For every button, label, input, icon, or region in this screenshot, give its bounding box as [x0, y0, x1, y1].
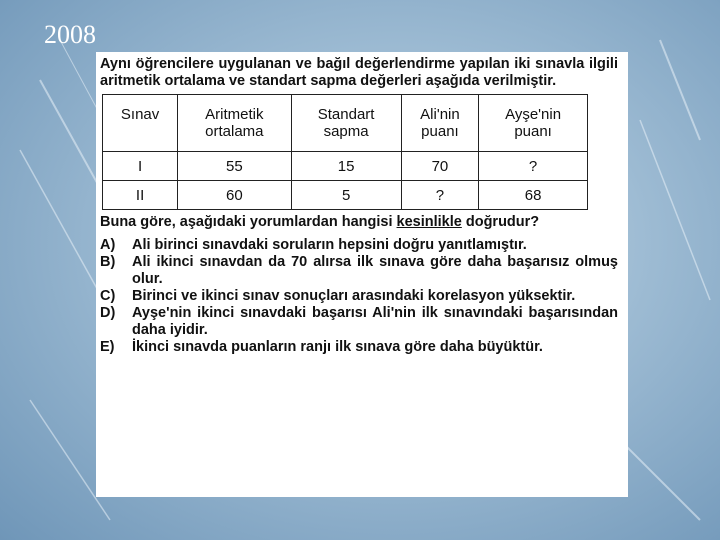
- option-letter: B): [100, 254, 116, 270]
- option-letter: C): [100, 288, 116, 304]
- table-row: [103, 152, 588, 181]
- answer-option-d[interactable]: [100, 305, 618, 339]
- table-cell: 55: [178, 152, 291, 181]
- question-prompt: [100, 214, 618, 231]
- table-cell: 70: [401, 152, 478, 181]
- table-row: [103, 181, 588, 210]
- option-letter: E): [100, 339, 115, 355]
- question-intro: Aynı öğrencilere uygulanan ve bağıl değerlendirme yapılan iki sınavla ilgili aritmetik ortalama ve standart sapma değerleri aşağıda verilmiştir.: [100, 56, 618, 89]
- table-cell: II: [103, 181, 178, 210]
- table-header-cell: [103, 123, 178, 152]
- table-cell: ?: [479, 152, 588, 181]
- table-cell: 5: [291, 181, 401, 210]
- question-card: [96, 52, 628, 497]
- question-text: Buna göre, aşağıdaki yorumlardan hangisi: [100, 214, 397, 230]
- table-header-cell: Sınav: [103, 95, 178, 124]
- table-header-cell: Standart: [291, 95, 401, 124]
- table-header-row: [103, 95, 588, 124]
- option-letter: A): [100, 237, 116, 253]
- table-header-cell: Aritmetik: [178, 95, 291, 124]
- table-header-cell: Ali'nin: [401, 95, 478, 124]
- table-cell: 68: [479, 181, 588, 210]
- table-header-cell: sapma: [291, 123, 401, 152]
- option-text: Birinci ve ikinci sınav sonuçları arasındaki korelasyon yüksektir.: [132, 288, 576, 304]
- table-cell: 60: [178, 181, 291, 210]
- table-cell: I: [103, 152, 178, 181]
- table-cell: 15: [291, 152, 401, 181]
- table-header-row: [103, 123, 588, 152]
- answer-option-e[interactable]: [100, 339, 618, 356]
- option-text: İkinci sınavda puanların ranjı ilk sınava göre daha büyüktür.: [132, 339, 543, 355]
- table-cell: ?: [401, 181, 478, 210]
- table-header-cell: puanı: [479, 123, 588, 152]
- question-emphasis: kesinlikle: [396, 214, 462, 230]
- question-text-end: doğrudur?: [461, 214, 540, 230]
- option-text: Ali ikinci sınavdan da 70 alırsa ilk sınava göre daha başarısız olmuş olur.: [132, 254, 618, 287]
- option-text: Ayşe'nin ikinci sınavdaki başarısı Ali'nin ilk sınavındaki başarısından daha iyidir.: [132, 305, 618, 338]
- answer-option-b[interactable]: [100, 254, 618, 288]
- table-header-cell: ortalama: [178, 123, 291, 152]
- option-text: Ali birinci sınavdaki soruların hepsini doğru yanıtlamıştır.: [132, 237, 527, 253]
- year-title: 2008: [44, 20, 96, 49]
- table-header-cell: Ayşe'nin: [479, 95, 588, 124]
- answer-option-a[interactable]: [100, 237, 618, 254]
- option-letter: D): [100, 305, 116, 321]
- table-header-cell: puanı: [401, 123, 478, 152]
- answer-option-c[interactable]: [100, 288, 618, 305]
- scores-table: [102, 94, 588, 210]
